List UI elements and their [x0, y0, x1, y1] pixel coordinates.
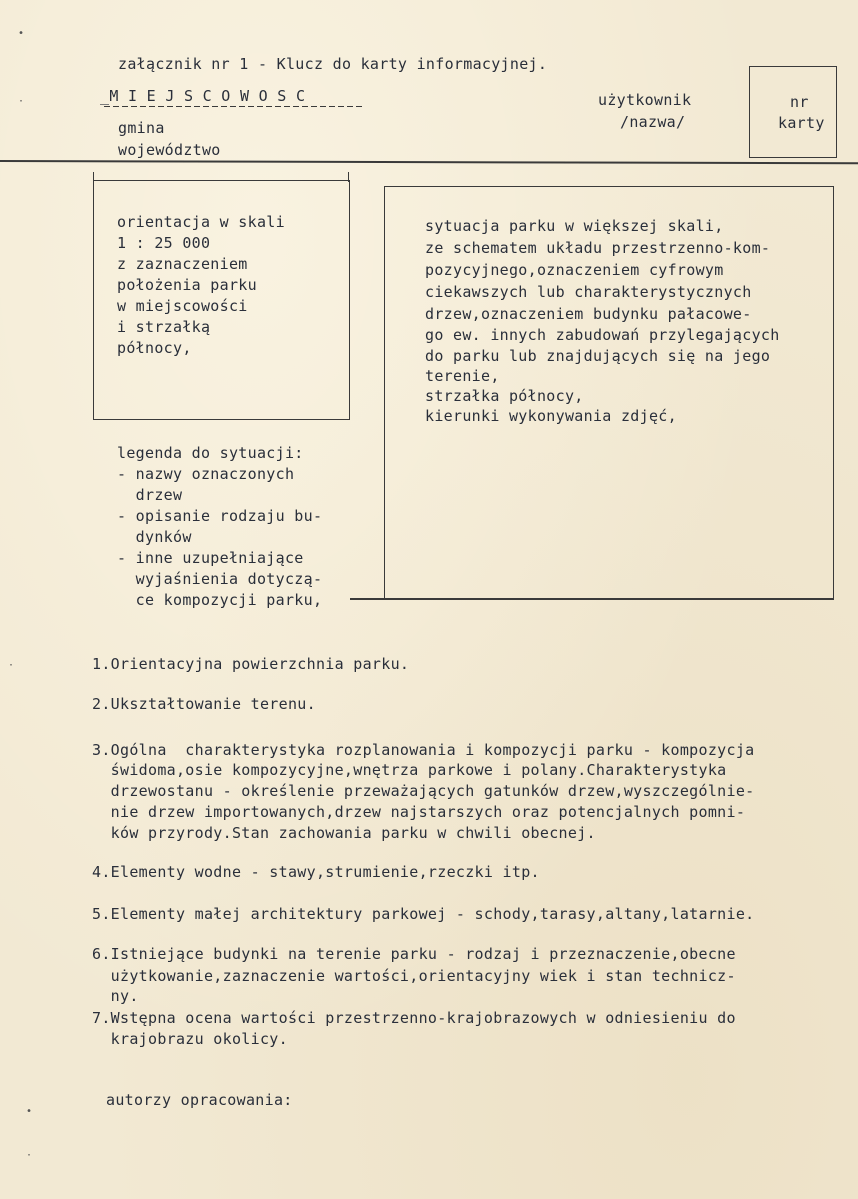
left-box-line: orientacja w skali [117, 213, 285, 231]
right-box-line: kierunki wykonywania zdjęć, [425, 407, 677, 425]
legend-line: dynków [117, 528, 192, 546]
karty-label: karty [778, 114, 825, 132]
gmina-label: gmina [118, 119, 165, 137]
legend-line: drzew [117, 486, 183, 504]
legend-line: - nazwy oznaczonych [117, 465, 295, 483]
nr-label: nr [790, 93, 809, 111]
right-box-line: pozycyjnego,oznaczeniem cyfrowym [425, 261, 724, 279]
item-3-line: ków przyrody.Stan zachowania parku w chwili obecnej. [92, 824, 596, 842]
legend-line: ce kompozycji parku, [117, 591, 323, 609]
header-divider [0, 160, 858, 164]
right-box-line: sytuacja parku w większej skali, [425, 217, 724, 235]
left-box-line: w miejscowości [117, 297, 248, 315]
item-2: 2.Ukształtowanie terenu. [92, 695, 316, 713]
right-box-line: ze schematem układu przestrzenno-kom- [425, 239, 771, 257]
margin-speck: • [26, 1106, 33, 1117]
legend-line: - inne uzupełniające [117, 549, 304, 567]
left-box-line: i strzałką [117, 318, 211, 336]
wojewodztwo-label: województwo [118, 141, 221, 159]
left-box-line: 1 : 25 000 [117, 234, 211, 252]
margin-speck: · [26, 1150, 33, 1161]
right-box-line: go ew. innych zabudowań przylegających [425, 326, 780, 344]
item-6-line: użytkowanie,zaznaczenie wartości,orientacyjny wiek i stan technicz- [92, 967, 736, 985]
box-corner-mark [93, 172, 94, 182]
item-6-line: ny. [92, 987, 139, 1005]
item-1: 1.Orientacyjna powierzchnia parku. [92, 655, 410, 673]
left-box-line: z zaznaczeniem [117, 255, 248, 273]
miejscowosc-label: _M I E J S C O W O S C [100, 87, 306, 105]
item-7-line: krajobrazu okolicy. [92, 1030, 288, 1048]
nazwa-label: /nazwa/ [620, 113, 686, 131]
item-3-line: 3.Ogólna charakterystyka rozplanowania i kompozycji parku - kompozycja [92, 741, 755, 759]
right-box-line: drzew,oznaczeniem budynku pałacowe- [425, 305, 752, 323]
item-3-line: drzewostanu - określenie przeważających gatunków drzew,wyszczególnie- [92, 782, 755, 800]
right-box-line: ciekawszych lub charakterystycznych [425, 283, 752, 301]
legend-line: - opisanie rodzaju bu- [117, 507, 323, 525]
miejscowosc-underline [104, 106, 364, 107]
margin-speck: · [18, 96, 25, 107]
right-box-line: do parku lub znajdujących się na jego [425, 347, 771, 365]
item-6-line: 6.Istniejące budynki na terenie parku - rodzaj i przeznaczenie,obecne [92, 945, 736, 963]
authors-label: autorzy opracowania: [106, 1091, 293, 1109]
site-plan-bottom-rule [350, 598, 834, 600]
item-5: 5.Elementy małej architektury parkowej - schody,tarasy,altany,latarnie. [92, 905, 755, 923]
left-box-line: północy, [117, 339, 192, 357]
box-corner-mark [348, 172, 349, 182]
uzytkownik-label: użytkownik [598, 91, 692, 109]
legend-line: wyjaśnienia dotyczą- [117, 570, 323, 588]
document-title: załącznik nr 1 - Klucz do karty informacyjnej. [118, 55, 548, 73]
item-4: 4.Elementy wodne - stawy,strumienie,rzeczki itp. [92, 863, 540, 881]
legend-line: legenda do sytuacji: [117, 444, 304, 462]
right-box-line: terenie, [425, 367, 500, 385]
item-3-line: nie drzew importowanych,drzew najstarszych oraz potencjalnych pomni- [92, 803, 746, 821]
margin-speck: • [18, 28, 25, 39]
item-7-line: 7.Wstępna ocena wartości przestrzenno-krajobrazowych w odniesieniu do [92, 1009, 736, 1027]
left-box-line: położenia parku [117, 276, 257, 294]
margin-speck: · [8, 660, 15, 671]
item-3-line: świdoma,osie kompozycyjne,wnętrza parkowe i polany.Charakterystyka [92, 761, 727, 779]
right-box-line: strzałka północy, [425, 387, 584, 405]
